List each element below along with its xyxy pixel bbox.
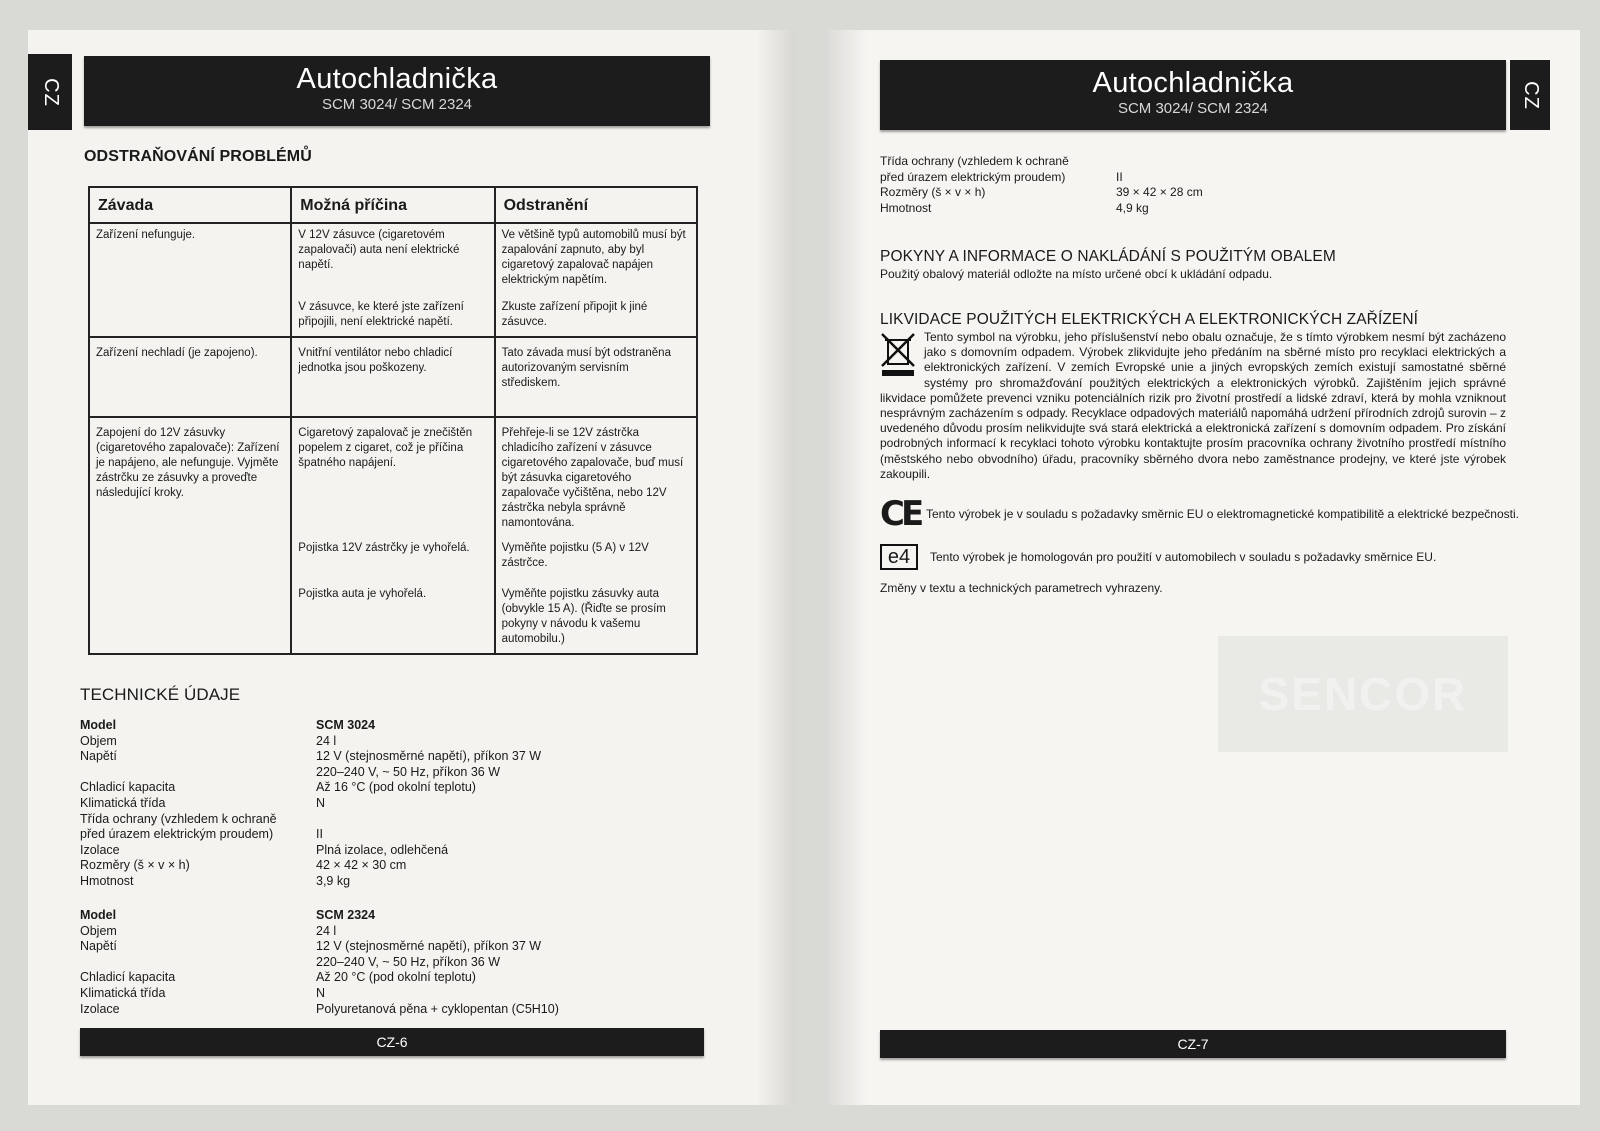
spec-row: Objem 24 l xyxy=(80,733,337,748)
spec-row: Klimatická třída N xyxy=(80,795,326,810)
troubleshooting-table xyxy=(88,186,698,655)
fault-cell: Zařízení nefunguje. xyxy=(96,229,196,241)
fix-cell: Zkuste zařízení připojit k jiné zásuvce. xyxy=(501,301,648,328)
page-header xyxy=(84,56,710,126)
fix-cell: Ve většině typů automobilů musí být zapalování zapnuto, aby byl cigaretový zapalovač napájen elektrickým napětím. xyxy=(501,229,686,286)
packaging-heading: POKYNY A INFORMACE O NAKLÁDÁNÍ S POUŽITÝM OBALEM xyxy=(880,248,1336,265)
weee-paragraph: Tento symbol na výrobku, jeho příslušenství nebo obalu označuje, že s tímto výrobkem nesmí být zacházeno jako s domovním odpadem. Výrobek zlikvidujte jeho předáním na sběrné místo pro recyklaci elektrických a elektronických zařízení. V zemích Evropské unie a jiných evropských zemích existují samostatné sběrné systémy pro shromažďování použitých elektrických a elektronických výrobků. Zajištěním jejich správné likvidace pomůžete prevenci vzniku potenciálních rizik pro životní prostředí a lidské zdraví, která by mohla vzniknout nesprávným zacházením s odpady. Recyklace odpadových materiálů napomáhá udržení přírodních zdrojů surovin – z uvedeného důvodu prosím nelikvidujte svá stará elektrická a elektronická zařízení s domovním odpadem. Pro získání podrobných informací k recyklaci tohoto výrobku kontaktujte prosím pracovníka ochrany životního prostředí místního (městského nebo obvodního) úřadu, pracovníky sběrného dvora nebo zaměstnance prodejny, ve které jste výrobek zakoupili. xyxy=(880,330,1506,481)
right-page xyxy=(828,30,1580,1105)
table-row xyxy=(89,223,697,294)
spec-block-scm3024 xyxy=(80,718,541,890)
page-footer xyxy=(80,1028,704,1056)
page-title: Autochladnička xyxy=(296,63,498,95)
spec-row: Objem 24 l xyxy=(80,923,337,938)
spec-row: 220–240 V, ~ 50 Hz, příkon 36 W xyxy=(316,764,501,779)
spec-row: Napětí 12 V (stejnosměrné napětí), příkon 37 W xyxy=(80,939,542,954)
page-footer xyxy=(880,1030,1506,1058)
spec-row: Třída ochrany (vzhledem k ochraně xyxy=(80,811,277,826)
brand-watermark: SENCOR xyxy=(1218,636,1508,752)
page-number: CZ-7 xyxy=(1177,1036,1209,1052)
spec-row: Napětí 12 V (stejnosměrné napětí), příkon 37 W xyxy=(80,749,542,764)
fix-cell: Přehřeje-li se 12V zástrčka chladicího zařízení v zásuvce cigaretového zapalovače, buď musí být zásuvka cigaretového zapalovače vyčištěna, nebo 12V zástrčka nebyla správně namontována. xyxy=(501,427,684,529)
troubleshooting-heading: ODSTRAŇOVÁNÍ PROBLÉMŮ xyxy=(84,148,312,165)
left-page xyxy=(28,30,796,1105)
e4-mark-icon: e4 xyxy=(880,544,918,570)
spec-row: Třída ochrany (vzhledem k ochraně xyxy=(880,154,1069,168)
ce-mark-icon: CE xyxy=(880,494,921,534)
e4-statement xyxy=(880,544,1436,570)
spec-row: před úrazem elektrickým proudem) II xyxy=(880,169,1123,184)
cause-cell: Pojistka 12V zástrčky je vyhořelá. xyxy=(298,542,470,554)
cause-cell: Pojistka auta je vyhořelá. xyxy=(298,588,427,600)
spec-row: Izolace Plná izolace, odlehčená xyxy=(80,842,449,857)
spec-block-scm2324 xyxy=(80,908,559,1017)
page-header xyxy=(880,60,1506,130)
spec-row: 220–240 V, ~ 50 Hz, příkon 36 W xyxy=(316,954,501,969)
table-header-fault: Závada xyxy=(89,187,291,223)
table-row xyxy=(89,417,697,535)
table-row xyxy=(89,337,697,417)
spec-row: Model SCM 3024 xyxy=(80,718,376,732)
spec-row: Hmotnost 3,9 kg xyxy=(80,873,351,888)
page-number: CZ-6 xyxy=(376,1034,408,1050)
spec-block-scm2324-cont xyxy=(880,154,1203,216)
changes-note: Změny v textu a technických parametrech vyhrazeny. xyxy=(880,581,1163,595)
fault-cell: Zařízení nechladí (je zapojeno). xyxy=(96,347,258,359)
fault-cell: Zapojení do 12V zásuvky (cigaretového zapalovače): Zařízení je napájeno, ale nefunguje. Vyjměte zástrčku ze zásuvky a proveďte následující kroky. xyxy=(96,427,280,499)
weee-heading: LIKVIDACE POUŽITÝCH ELEKTRICKÝCH A ELEKTRONICKÝCH ZAŘÍZENÍ xyxy=(880,311,1419,328)
page-title: Autochladnička xyxy=(1092,67,1294,99)
cause-cell: Vnitřní ventilátor nebo chladicí jednotka jsou poškozeny. xyxy=(298,347,453,374)
spec-row: Hmotnost 4,9 kg xyxy=(880,200,1149,215)
gutter-shadow xyxy=(756,30,796,1105)
spec-row: Chladicí kapacita Až 20 °C (pod okolní teplotu) xyxy=(80,970,476,985)
cause-cell: Cigaretový zapalovač je znečištěn popelem z cigaret, což je příčina špatného napájení. xyxy=(298,427,473,469)
cause-cell: V 12V zásuvce (cigaretovém zapalovači) auta není elektrické napětí. xyxy=(298,229,460,271)
spec-row: Rozměry (š × v × h) 42 × 42 × 30 cm xyxy=(80,858,407,873)
language-tab xyxy=(1510,60,1550,130)
technical-data-heading: TECHNICKÉ ÚDAJE xyxy=(80,685,241,704)
spec-row: Chladicí kapacita Až 16 °C (pod okolní teplotu) xyxy=(80,780,476,795)
spec-row: Rozměry (š × v × h) 39 × 42 × 28 cm xyxy=(880,185,1203,199)
table-header-fix: Odstranění xyxy=(495,187,697,223)
fix-cell: Vyměňte pojistku zásuvky auta (obvykle 15 A). (Řiďte se prosím pokyny v návodu k vašemu automobilu.) xyxy=(501,588,666,645)
e4-text: Tento výrobek je homologován pro použití v automobilech v souladu s požadavky směrnice EU. xyxy=(930,550,1437,564)
ce-text: Tento výrobek je v souladu s požadavky směrnic EU o elektromagnetické kompatibilitě a elektrické bezpečnosti. xyxy=(926,507,1519,521)
language-label: CZ xyxy=(39,77,62,107)
spec-row: Klimatická třída N xyxy=(80,985,326,1000)
table-header-cause: Možná příčina xyxy=(291,187,494,223)
packaging-text: Použitý obalový materiál odložte na místo určené obcí k ukládání odpadu. xyxy=(880,267,1273,281)
ce-statement xyxy=(880,494,1519,534)
language-label: CZ xyxy=(1519,80,1542,110)
language-tab xyxy=(28,54,72,130)
gutter-shadow xyxy=(828,30,868,1105)
spec-row: Model SCM 2324 xyxy=(80,908,376,922)
cause-cell: V zásuvce, ke které jste zařízení připojili, není elektrické napětí. xyxy=(298,301,464,328)
spec-row: před úrazem elektrickým proudem) II xyxy=(80,827,323,842)
page-subtitle: SCM 3024/ SCM 2324 xyxy=(1117,100,1269,117)
page-subtitle: SCM 3024/ SCM 2324 xyxy=(321,96,473,113)
fix-cell: Tato závada musí být odstraněna autorizovaným servisním střediskem. xyxy=(501,347,671,389)
spec-row: Izolace Polyuretanová pěna + cyklopentan (C5H10) xyxy=(80,1001,559,1016)
weee-bin-icon xyxy=(880,332,916,378)
fix-cell: Vyměňte pojistku (5 A) v 12V zástrčce. xyxy=(501,542,649,569)
